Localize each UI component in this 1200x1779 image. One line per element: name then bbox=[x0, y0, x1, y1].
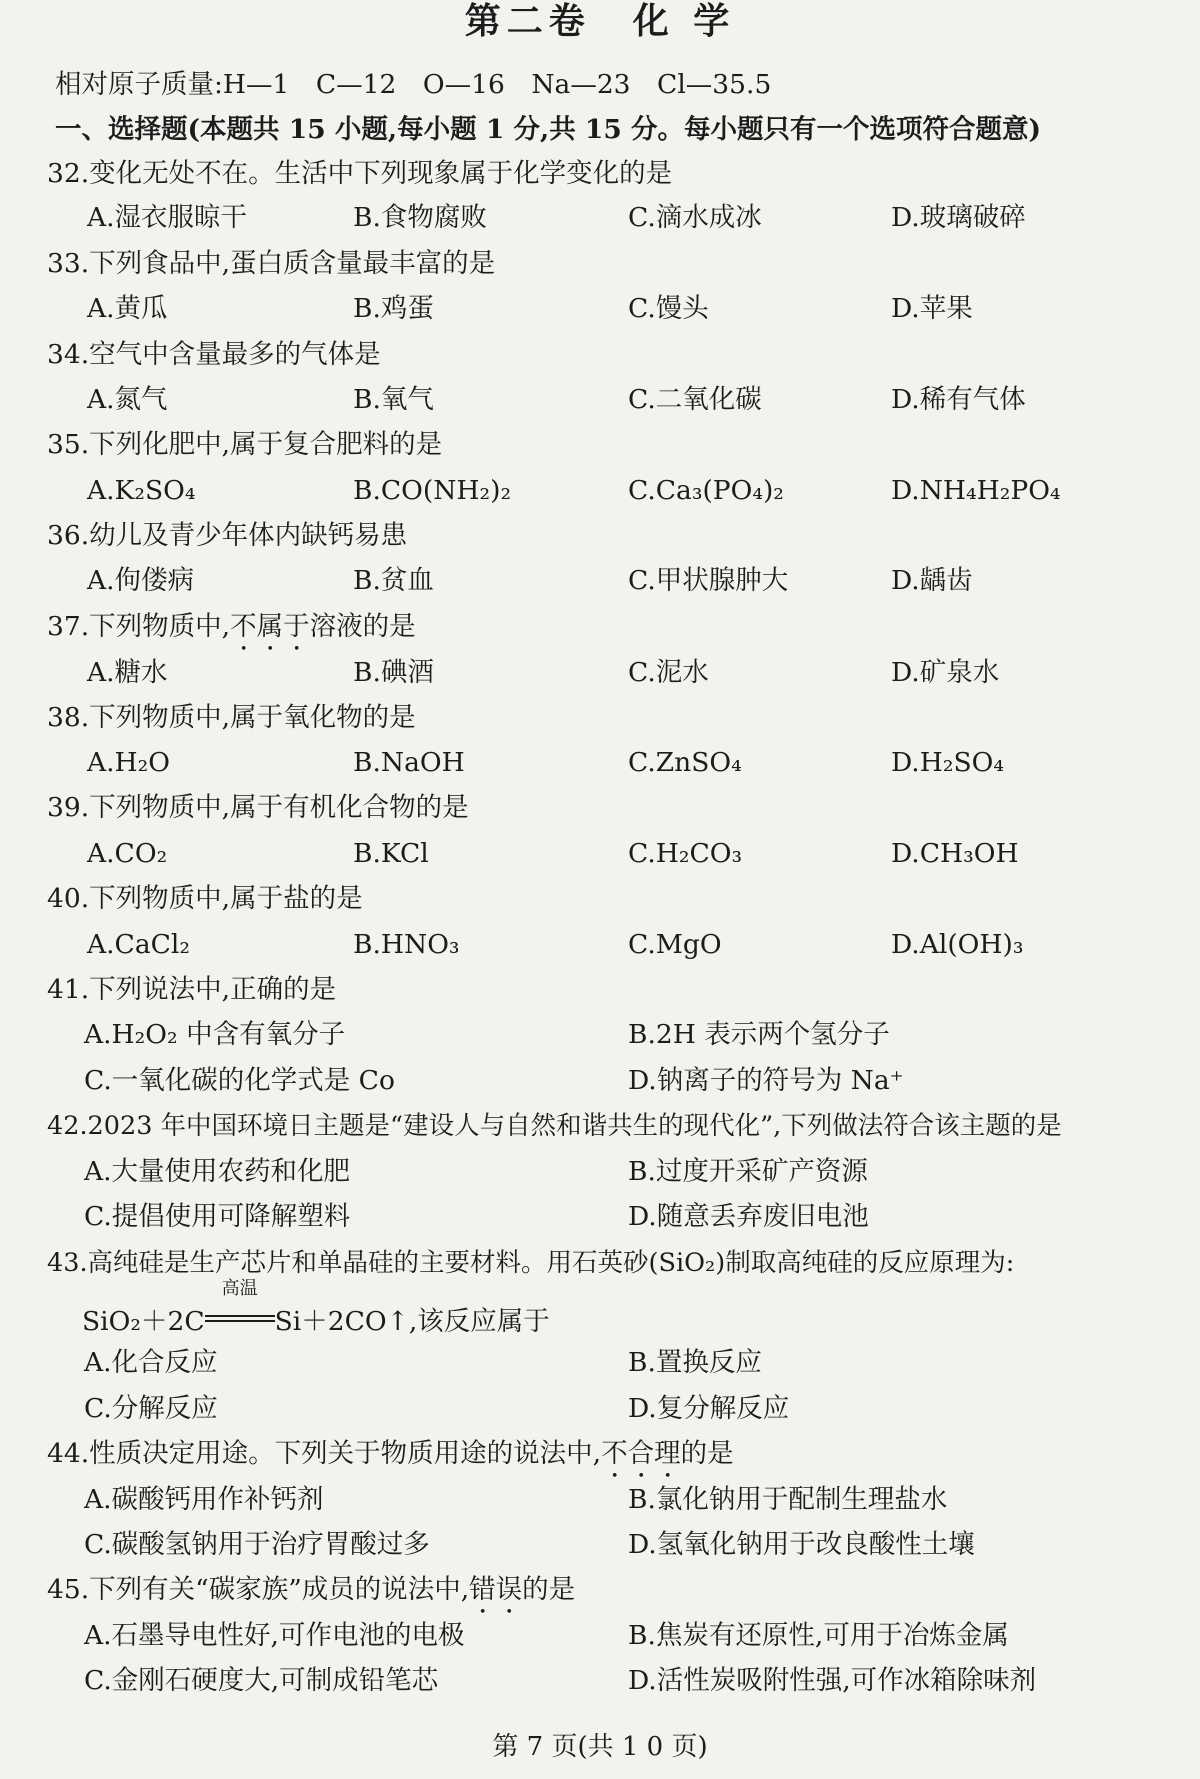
question-44-stem bbox=[47, 1437, 734, 1484]
reaction-condition bbox=[205, 1278, 275, 1330]
page-title: 第二卷 化 学 bbox=[464, 0, 736, 42]
q43-equation bbox=[82, 1278, 550, 1339]
q45-stem-post: 的是 bbox=[522, 1574, 576, 1605]
q41-option-a: A.H₂O₂ 中含有氧分子 bbox=[84, 1019, 346, 1050]
q43-option-d: D.复分解反应 bbox=[628, 1393, 790, 1424]
q36-option-c: C.甲状腺肿大 bbox=[628, 565, 789, 596]
q44-option-d: D.氢氧化钠用于改良酸性土壤 bbox=[628, 1529, 975, 1560]
q40-option-a: A.CaCl₂ bbox=[87, 929, 191, 960]
q44-stem-pre: 44.性质决定用途。下列关于物质用途的说法中, bbox=[47, 1438, 602, 1469]
atomic-mass-line: 相对原子质量:H—1 C—12 O—16 Na—23 Cl—35.5 bbox=[55, 69, 772, 100]
q44-option-b: B.氯化钠用于配制生理盐水 bbox=[628, 1484, 948, 1515]
q44-option-a: A.碳酸钙用作补钙剂 bbox=[84, 1484, 324, 1515]
q32-option-c: C.滴水成冰 bbox=[628, 202, 762, 233]
q33-option-a: A.黄瓜 bbox=[87, 293, 168, 324]
q45-option-c: C.金刚石硬度大,可制成铅笔芯 bbox=[84, 1665, 439, 1696]
q41-option-b: B.2H 表示两个氢分子 bbox=[628, 1019, 890, 1050]
q40-option-b: B.HNO₃ bbox=[353, 929, 460, 960]
q44-option-c: C.碳酸氢钠用于治疗胃酸过多 bbox=[84, 1529, 430, 1560]
q39-option-c: C.H₂CO₃ bbox=[628, 838, 743, 869]
q37-option-a: A.糖水 bbox=[87, 657, 168, 688]
q41-option-d: D.钠离子的符号为 Na⁺ bbox=[628, 1065, 904, 1096]
question-38-stem: 38.下列物质中,属于氧化物的是 bbox=[47, 702, 416, 733]
q43-option-c: C.分解反应 bbox=[84, 1393, 218, 1424]
q45-option-b: B.焦炭有还原性,可用于冶炼金属 bbox=[628, 1620, 1009, 1651]
q44-stem-post: 的是 bbox=[680, 1438, 734, 1469]
q37-option-d: D.矿泉水 bbox=[891, 657, 1000, 688]
question-32-stem: 32.变化无处不在。生活中下列现象属于化学变化的是 bbox=[47, 158, 673, 189]
q33-option-c: C.馒头 bbox=[628, 293, 709, 324]
q35-option-c: C.Ca₃(PO₄)₂ bbox=[628, 475, 784, 506]
q45-option-a: A.石墨导电性好,可作电池的电极 bbox=[84, 1620, 465, 1651]
q36-option-a: A.佝偻病 bbox=[87, 565, 195, 596]
q36-option-d: D.龋齿 bbox=[891, 565, 973, 596]
q45-stem-emphasis: 错误 bbox=[469, 1574, 523, 1605]
question-39-stem: 39.下列物质中,属于有机化合物的是 bbox=[47, 792, 469, 823]
reaction-condition-label: 高温 bbox=[221, 1278, 258, 1299]
q38-option-d: D.H₂SO₄ bbox=[891, 747, 1004, 778]
q45-stem-pre: 45.下列有关“碳家族”成员的说法中, bbox=[47, 1574, 470, 1605]
q32-option-a: A.湿衣服晾干 bbox=[87, 202, 248, 233]
page-footer: 第 7 页(共 1 0 页) bbox=[492, 1732, 708, 1762]
question-35-stem: 35.下列化肥中,属于复合肥料的是 bbox=[47, 429, 443, 460]
q37-stem-pre: 37.下列物质中, bbox=[47, 611, 231, 642]
q33-option-b: B.鸡蛋 bbox=[353, 293, 434, 324]
section-header: 一、选择题(本题共 15 小题,每小题 1 分,共 15 分。每小题只有一个选项符合题意) bbox=[55, 114, 1042, 145]
q37-stem-emphasis: 不属于 bbox=[230, 611, 310, 642]
q45-option-d: D.活性炭吸附性强,可作冰箱除味剂 bbox=[628, 1665, 1037, 1696]
q37-option-c: C.泥水 bbox=[628, 657, 709, 688]
q32-option-d: D.玻璃破碎 bbox=[891, 202, 1026, 233]
q43-equation-left: SiO₂＋2C bbox=[82, 1306, 205, 1337]
question-34-stem: 34.空气中含量最多的气体是 bbox=[47, 339, 381, 370]
q35-option-d: D.NH₄H₂PO₄ bbox=[891, 475, 1061, 506]
q34-option-b: B.氧气 bbox=[353, 384, 434, 415]
question-41-stem: 41.下列说法中,正确的是 bbox=[47, 974, 337, 1005]
q43-option-a: A.化合反应 bbox=[84, 1347, 218, 1378]
question-43-stem: 43.高纯硅是生产芯片和单晶硅的主要材料。用石英砂(SiO₂)制取高纯硅的反应原理为: bbox=[47, 1248, 1015, 1278]
question-33-stem: 33.下列食品中,蛋白质含量最丰富的是 bbox=[47, 248, 496, 279]
q42-option-c: C.提倡使用可降解塑料 bbox=[84, 1201, 351, 1232]
q44-stem-emphasis: 不合理 bbox=[601, 1438, 681, 1469]
q39-option-a: A.CO₂ bbox=[87, 838, 168, 869]
q32-option-b: B.食物腐败 bbox=[353, 202, 487, 233]
q38-option-c: C.ZnSO₄ bbox=[628, 747, 742, 778]
q34-option-a: A.氮气 bbox=[87, 384, 168, 415]
q40-option-d: D.Al(OH)₃ bbox=[891, 929, 1024, 960]
q40-option-c: C.MgO bbox=[628, 929, 722, 960]
q34-option-c: C.二氧化碳 bbox=[628, 384, 762, 415]
q35-option-b: B.CO(NH₂)₂ bbox=[353, 475, 512, 506]
question-42-stem: 42.2023 年中国环境日主题是“建设人与自然和谐共生的现代化”,下列做法符合该主题的是 bbox=[47, 1111, 1062, 1141]
q43-equation-right: Si＋2CO↑,该反应属于 bbox=[274, 1306, 550, 1337]
question-37-stem bbox=[47, 610, 416, 657]
q34-option-d: D.稀有气体 bbox=[891, 384, 1026, 415]
equals-sign bbox=[205, 1315, 275, 1322]
q38-option-b: B.NaOH bbox=[353, 747, 465, 778]
q42-option-b: B.过度开采矿产资源 bbox=[628, 1156, 868, 1187]
question-45-stem bbox=[47, 1573, 575, 1620]
q42-option-a: A.大量使用农药和化肥 bbox=[84, 1156, 351, 1187]
q37-stem-post: 溶液的是 bbox=[309, 611, 416, 642]
q36-option-b: B.贫血 bbox=[353, 565, 434, 596]
question-36-stem: 36.幼儿及青少年体内缺钙易患 bbox=[47, 520, 408, 551]
q35-option-a: A.K₂SO₄ bbox=[87, 475, 196, 506]
q42-option-d: D.随意丢弃废旧电池 bbox=[628, 1201, 869, 1232]
q33-option-d: D.苹果 bbox=[891, 293, 973, 324]
q38-option-a: A.H₂O bbox=[87, 747, 171, 778]
q39-option-d: D.CH₃OH bbox=[891, 838, 1019, 869]
q41-option-c: C.一氧化碳的化学式是 Co bbox=[84, 1065, 395, 1096]
q37-option-b: B.碘酒 bbox=[353, 657, 434, 688]
question-40-stem: 40.下列物质中,属于盐的是 bbox=[47, 883, 363, 914]
q43-option-b: B.置换反应 bbox=[628, 1347, 762, 1378]
q39-option-b: B.KCl bbox=[353, 838, 429, 869]
